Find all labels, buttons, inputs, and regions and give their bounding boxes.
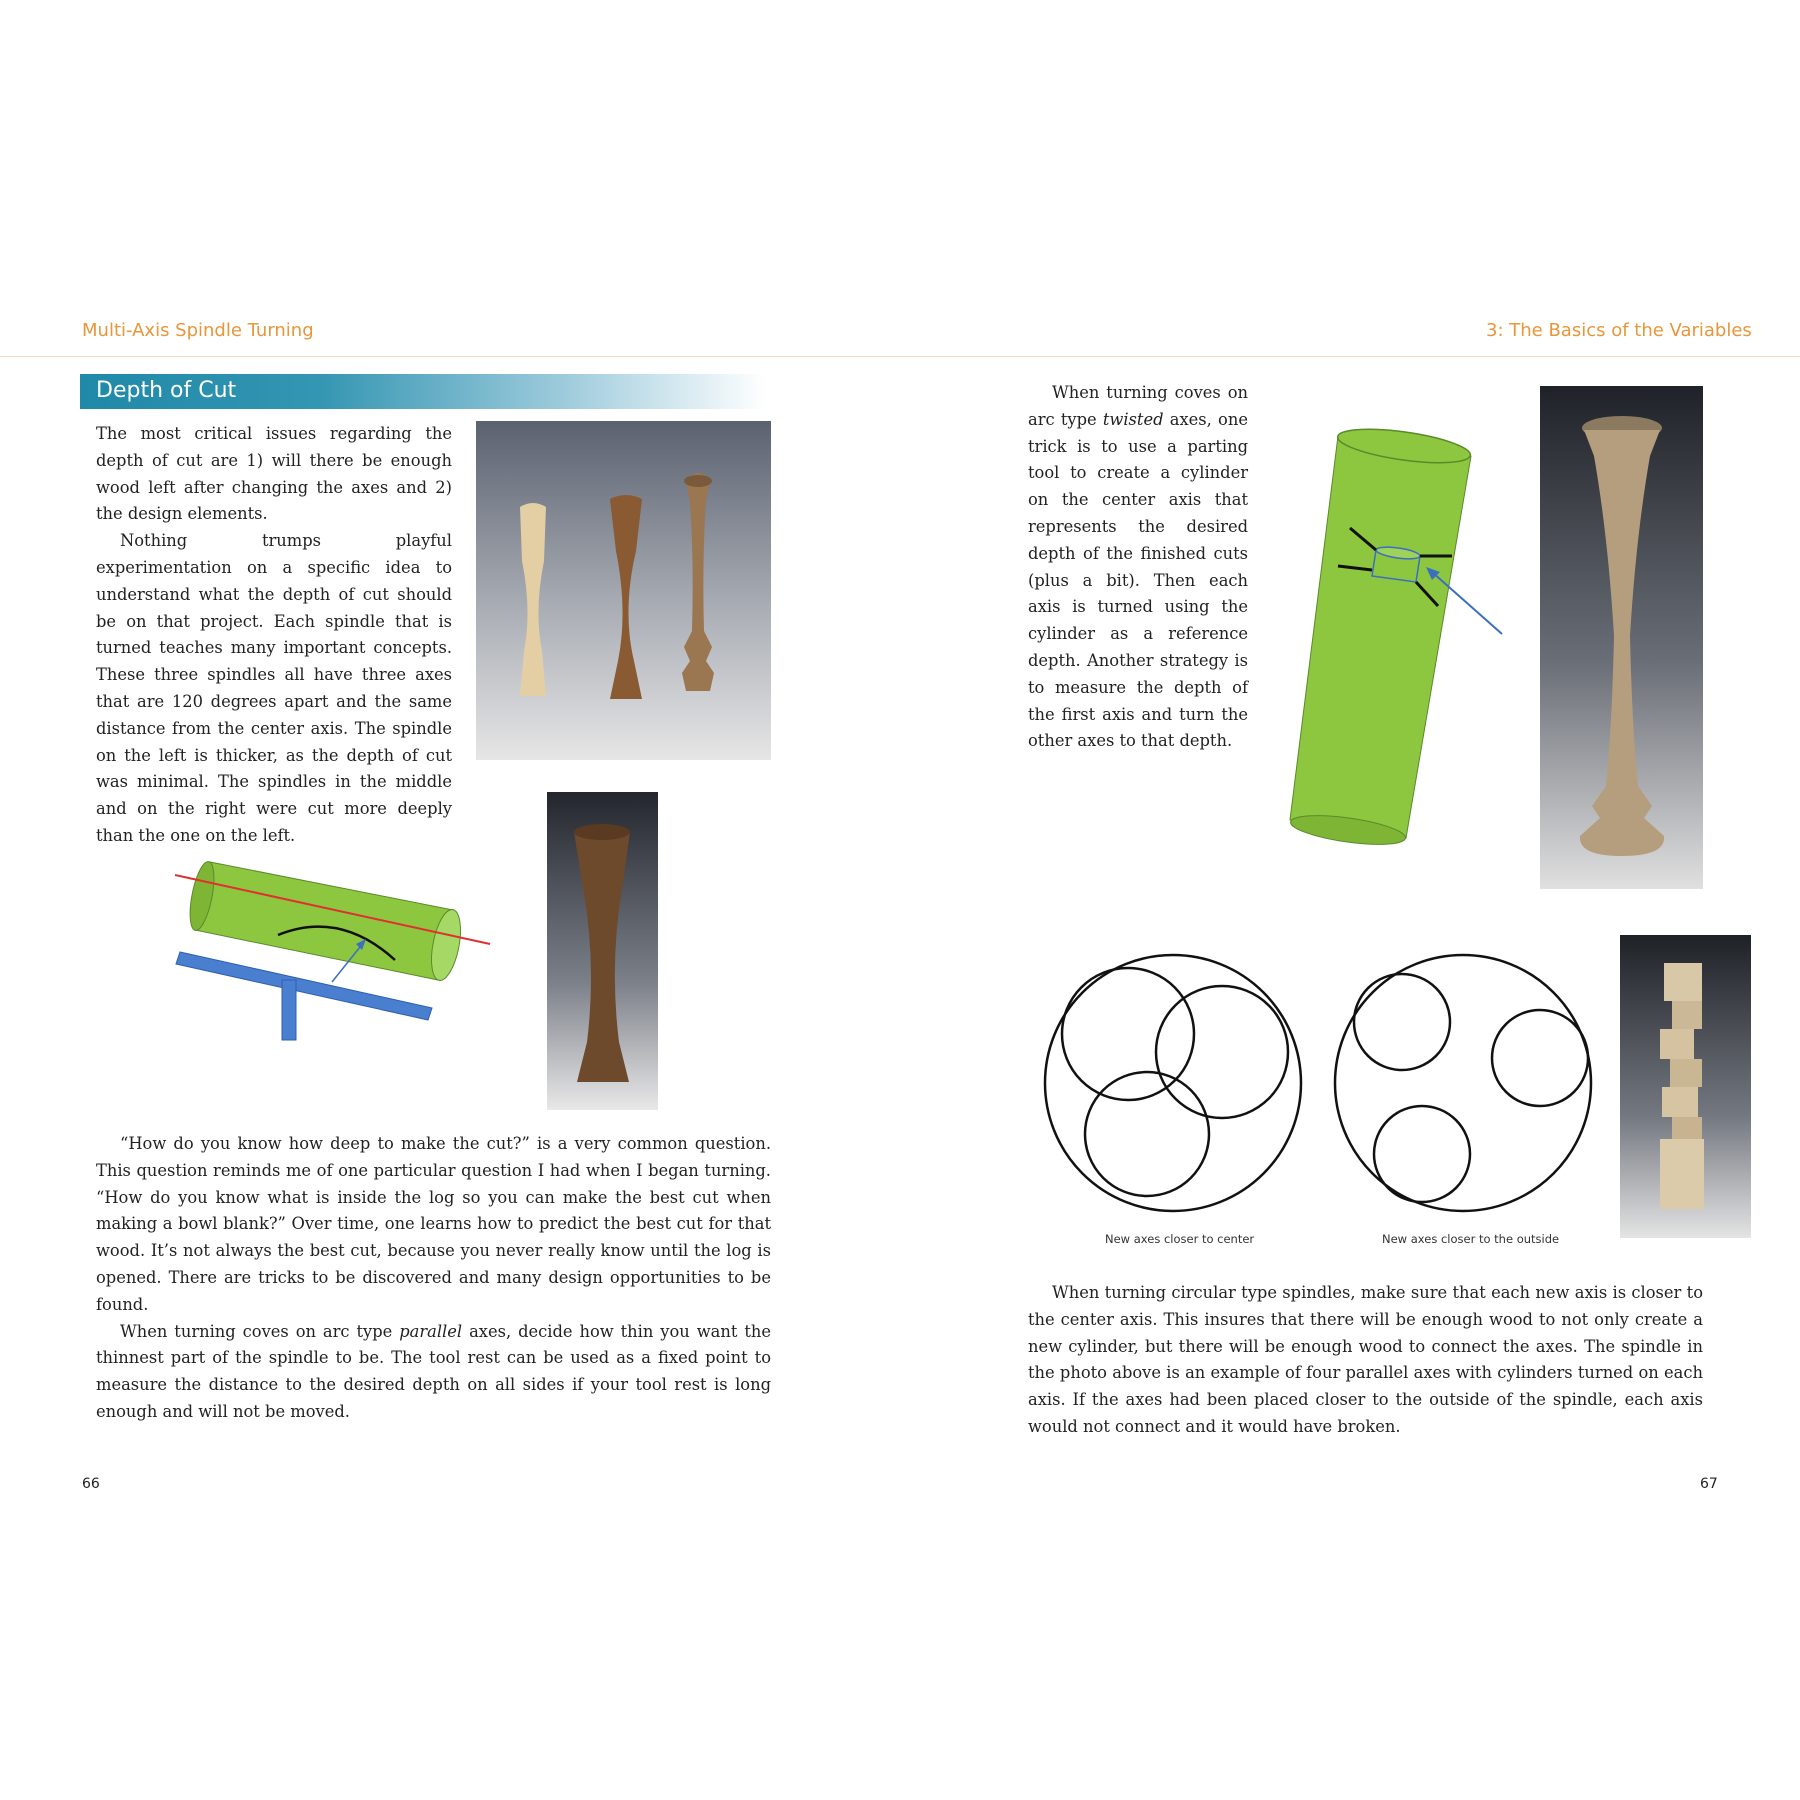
header-rule bbox=[0, 356, 1800, 357]
tool-rest-diagram bbox=[170, 850, 495, 1050]
running-header-right: 3: The Basics of the Variables bbox=[1486, 320, 1752, 341]
paragraph: Nothing trumps playful experimentation on a specific idea to understand what the depth of cut should be on that project. Each spindle that is turned teaches many important concepts. These three spindles all have three axes that are 120 degrees apart and the same distance from the center axis. The spindle on the left is thicker, as the depth of cut was minimal. The spindles in the middle and on the right were cut more deeply than the one on the left. bbox=[96, 531, 452, 845]
paragraph: “How do you know how deep to make the cut?” is a very common question. This question reminds me of one particular question I had when I began turning. “How do you know what is inside the log so you can make the best cut when making a bowl blank?” Over time, one learns how to predict the best cut for that wood. It’s not always the best cut, because you never really know until the log is opened. There are tricks to be discovered and many design opportunities to be found. bbox=[96, 1134, 771, 1314]
paragraph: When turning coves on arc type parallel axes, decide how thin you want the thinnest part of the spindle to be. The tool rest can be used as a fixed point to measure the distance to the desired depth on all sides if your tool rest is long enough and will not be moved. bbox=[96, 1321, 771, 1421]
caption-outside: New axes closer to the outside bbox=[1382, 1232, 1560, 1246]
circles-diagram-center bbox=[1040, 950, 1306, 1216]
circles-diagram-outside bbox=[1330, 950, 1596, 1216]
parting-cylinder-diagram bbox=[1280, 420, 1510, 850]
three-spindles-photo bbox=[476, 421, 771, 760]
stacked-spindle-photo bbox=[1620, 935, 1751, 1238]
dark-spindle-photo bbox=[547, 792, 658, 1110]
paragraph: The most critical issues regarding the depth of cut are 1) will there be enough wood left after changing the axes and 2) the design elements. bbox=[96, 424, 452, 524]
left-bottom-text bbox=[96, 1131, 771, 1426]
paragraph: When turning coves on arc type twisted axes, one trick is to use a parting tool to create a cylinder on the center axis that represents the desired depth of the finished cuts (plus a bit). Then each axis is turned using the cylinder as a reference depth. Another strategy is to measure the depth of the first axis and turn the other axes to that depth. bbox=[1028, 383, 1248, 751]
page-number-right: 67 bbox=[1700, 1476, 1718, 1492]
twisted-spindle-photo bbox=[1540, 386, 1703, 889]
section-title: Depth of Cut bbox=[96, 378, 237, 403]
page-number-left: 66 bbox=[82, 1476, 100, 1492]
paragraph: When turning circular type spindles, make sure that each new axis is closer to the center axis. This insures that there will be enough wood to not only create a new cylinder, but there will be enough wood to connect the axes. The spindle in the photo above is an example of four parallel axes with cylinders turned on each axis. If the axes had been placed closer to the outside of the spindle, each axis would not connect and it would have broken. bbox=[1028, 1283, 1703, 1436]
caption-center: New axes closer to center bbox=[1105, 1232, 1255, 1246]
left-column-text bbox=[96, 421, 452, 850]
right-bottom-text bbox=[1028, 1280, 1703, 1441]
running-header-left: Multi-Axis Spindle Turning bbox=[82, 320, 314, 341]
right-column-text bbox=[1028, 380, 1248, 755]
